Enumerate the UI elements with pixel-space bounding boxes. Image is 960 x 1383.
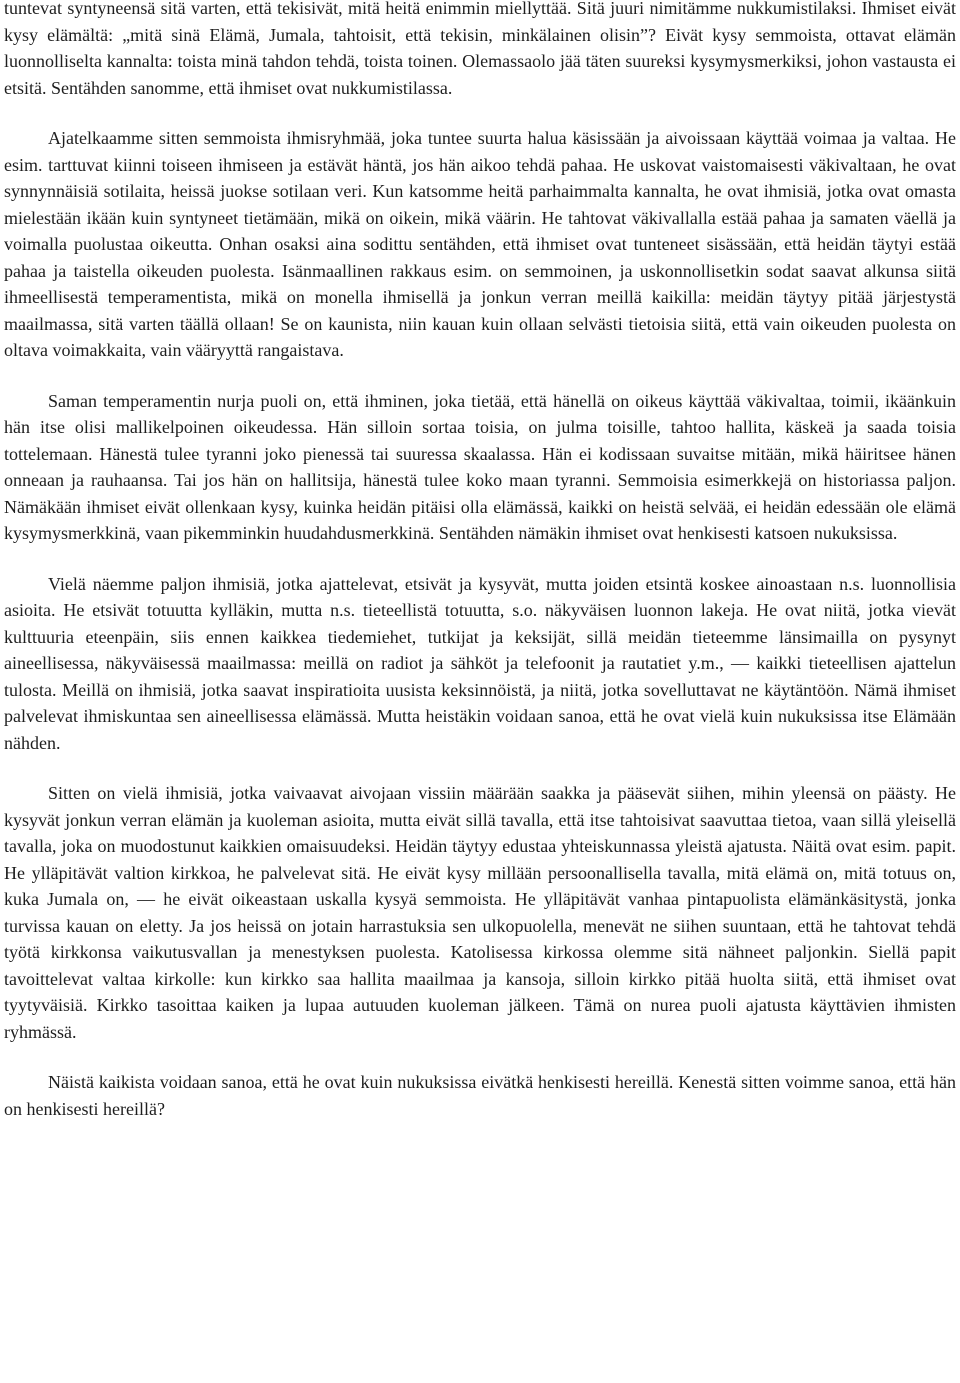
paragraph-continuation: tuntevat syntyneensä sitä varten, että tekisivät, mitä heitä enimmin miellyttää. Sitä juuri nimitämme nukkumistilaksi. Ihmiset eivät kysy elämältä: „mitä sinä Elämä, Jumala, tahtoisit, että tekisin, minkälainen olisin”? Eivät kysy semmoista, ottavat elämän luonnolliselta kannalta: toista minä tahdon tehdä, toista toinen. Olemassaolo jää täten suureksi kysymysmerkiksi, johon vastausta ei etsitä. Sentähden sanomme, että ihmiset ovat nukkumistilassa. [4,0,956,98]
paragraph-clergy: Sitten on vielä ihmisiä, jotka vaivaavat aivojaan vissiin määrään saakka ja pääsevät siihen, mihin yleensä on päästy. He kysyvät jonkun verran elämän ja kuoleman asioita, mutta eivät sillä tavalla, että itse tahtoisivat saavuttaa tietoa, vaan sillä yleisellä tavalla, joka on muodostunut kaikkien omaisuudeksi. Heidän täytyy edustaa yhteiskunnassa yleistä ajatusta. Näitä ovat esim. papit. He ylläpitävät valtion kirkkoa, he palvelevat sitä. He eivät kysy millään persoonallisella tavalla, mitä elämä on, mitä totuus on, kuka Jumala on, — he eivät oikeastaan uskalla kysyä semmoista. He ylläpitävät vanhaa pintapuolista elämänkäsitystä, jonka turvissa kauan on eletty. Ja jos heissä on jotain harrastuksia sen ulkopuolella, menevät ne siihen suuntaan, että he tahtovat tehdä työtä kirkkonsa vaikutusvallan ja menestyksen puolesta. Katolisessa kirkossa olemme sitä nähneet paljonkin. Siellä papit tavoittelevat valtaa kirkolle: kun kirkko saa hallita maailmaa ja kansoja, silloin kirkko pitää huolta siitä, että ihmiset ovat tyytyväisiä. Kirkko tasoittaa kaiken ja lupaa autuuden kuoleman jälkeen. Tämä on nurea puoli ajatusta käyttävien ihmisten ryhmässä. [4,783,956,1042]
paragraph-conclusion: Näistä kaikista voidaan sanoa, että he ovat kuin nukuksissa eivätkä henkisesti hereillä. Kenestä sitten voimme sanoa, että hän on henkisesti hereillä? [4,1072,956,1119]
paragraph-power-seekers: Ajatelkaamme sitten semmoista ihmisryhmää, joka tuntee suurta halua käsissään ja aivoissaan käyttää voimaa ja valtaa. He esim. tarttuvat kiinni toiseen ihmiseen ja estävät häntä, jos hän aikoo tehdä pahaa. He uskovat vaistomaisesti väkivaltaan, he ovat synnynnäisiä sotilaita, heissä juokse sotilaan veri. Kun katsomme heitä parhaimmalta kannalta, he ovat ihmisiä, jotka ovat omasta mielestään ikään kuin syntyneet tietämään, mikä on oikein, mikä väärin. He tahtovat väkivallalla estää pahaa ja samaten väellä ja voimalla puolustaa oikeutta. Onhan osaksi aina sodittu sentähden, että ihmiset ovat tunteneet sisässään, että heidän täytyi estää pahaa ja taistella oikeuden puolesta. Isänmaallinen rakkaus esim. on semmoinen, ja uskonnollisetkin sodat saavat alkunsa siitä ihmeellisestä temperamentista, mikä on monella ihmisellä ja jonkun verran meillä kaikilla: meidän täytyy pitää järjestystä maailmassa, sitä varten täällä ollaan! Se on kaunista, niin kauan kuin ollaan selvästi tietoisia siitä, että vain oikeuden puolesta on oltava voimakkaita, vain vääryyttä rangaistava. [4,128,956,360]
paragraph-tyranny: Saman temperamentin nurja puoli on, että ihminen, joka tietää, että hänellä on oikeus käyttää väkivaltaa, toimii, ikäänkuin hän itse olisi mallikelpoinen oikeudessa. Hän silloin sortaa toisia, on julma toisille, tahtoo hallita, käskeä ja saada toisia tottelemaan. Hänestä tulee tyranni joko pienessä tai suuressa skaalassa. Hän ei kodissaan suvaitse mitään, mikä häiritsee hänen onneaan ja rauhaansa. Tai jos hän on hallitsija, hänestä tulee koko maan tyranni. Semmoisia esimerkkejä on historiassa paljon. Nämäkään ihmiset eivät ollenkaan kysy, kuinka heidän pitäisi olla elämässä, kaikki on heistä selvää, ei heidän edessään ole elämä kysymysmerkkinä, vaan pikemminkin huudahdusmerkkinä. Sentähden nämäkin ihmiset ovat henkisesti katsoen nukuksissa. [4,390,956,543]
paragraph-scientists: Vielä näemme paljon ihmisiä, jotka ajattelevat, etsivät ja kysyvät, mutta joiden etsintä koskee ainoastaan n.s. luonnollisia asioita. He etsivät totuutta kylläkin, mutta n.s. tieteellistä totuutta, s.o. näkyväisen luonnon lakeja. He ovat niitä, jotka vievät kulttuuria eteenpäin, siis ennen kaikkea tiedemiehet, tutkijat ja keksijät, sillä meidän tieteemme länsimailla on pysynyt aineellisessa, näkyväisessä maailmassa: meillä on radiot ja sähköt ja telefoonit ja rautatiet y.m., — kaikki tieteellisen ajattelun tulosta. Meillä on ihmisiä, jotka saavat inspiratioita uusista keksinnöistä, ja niitä, jotka sovelluttavat ne käytäntöön. Nämä ihmiset palvelevat ihmiskuntaa sen aineellisessa elämässä. Mutta heistäkin voidaan sanoa, että he ovat vielä kuin nukuksissa itse Elämään nähden. [4,573,956,753]
